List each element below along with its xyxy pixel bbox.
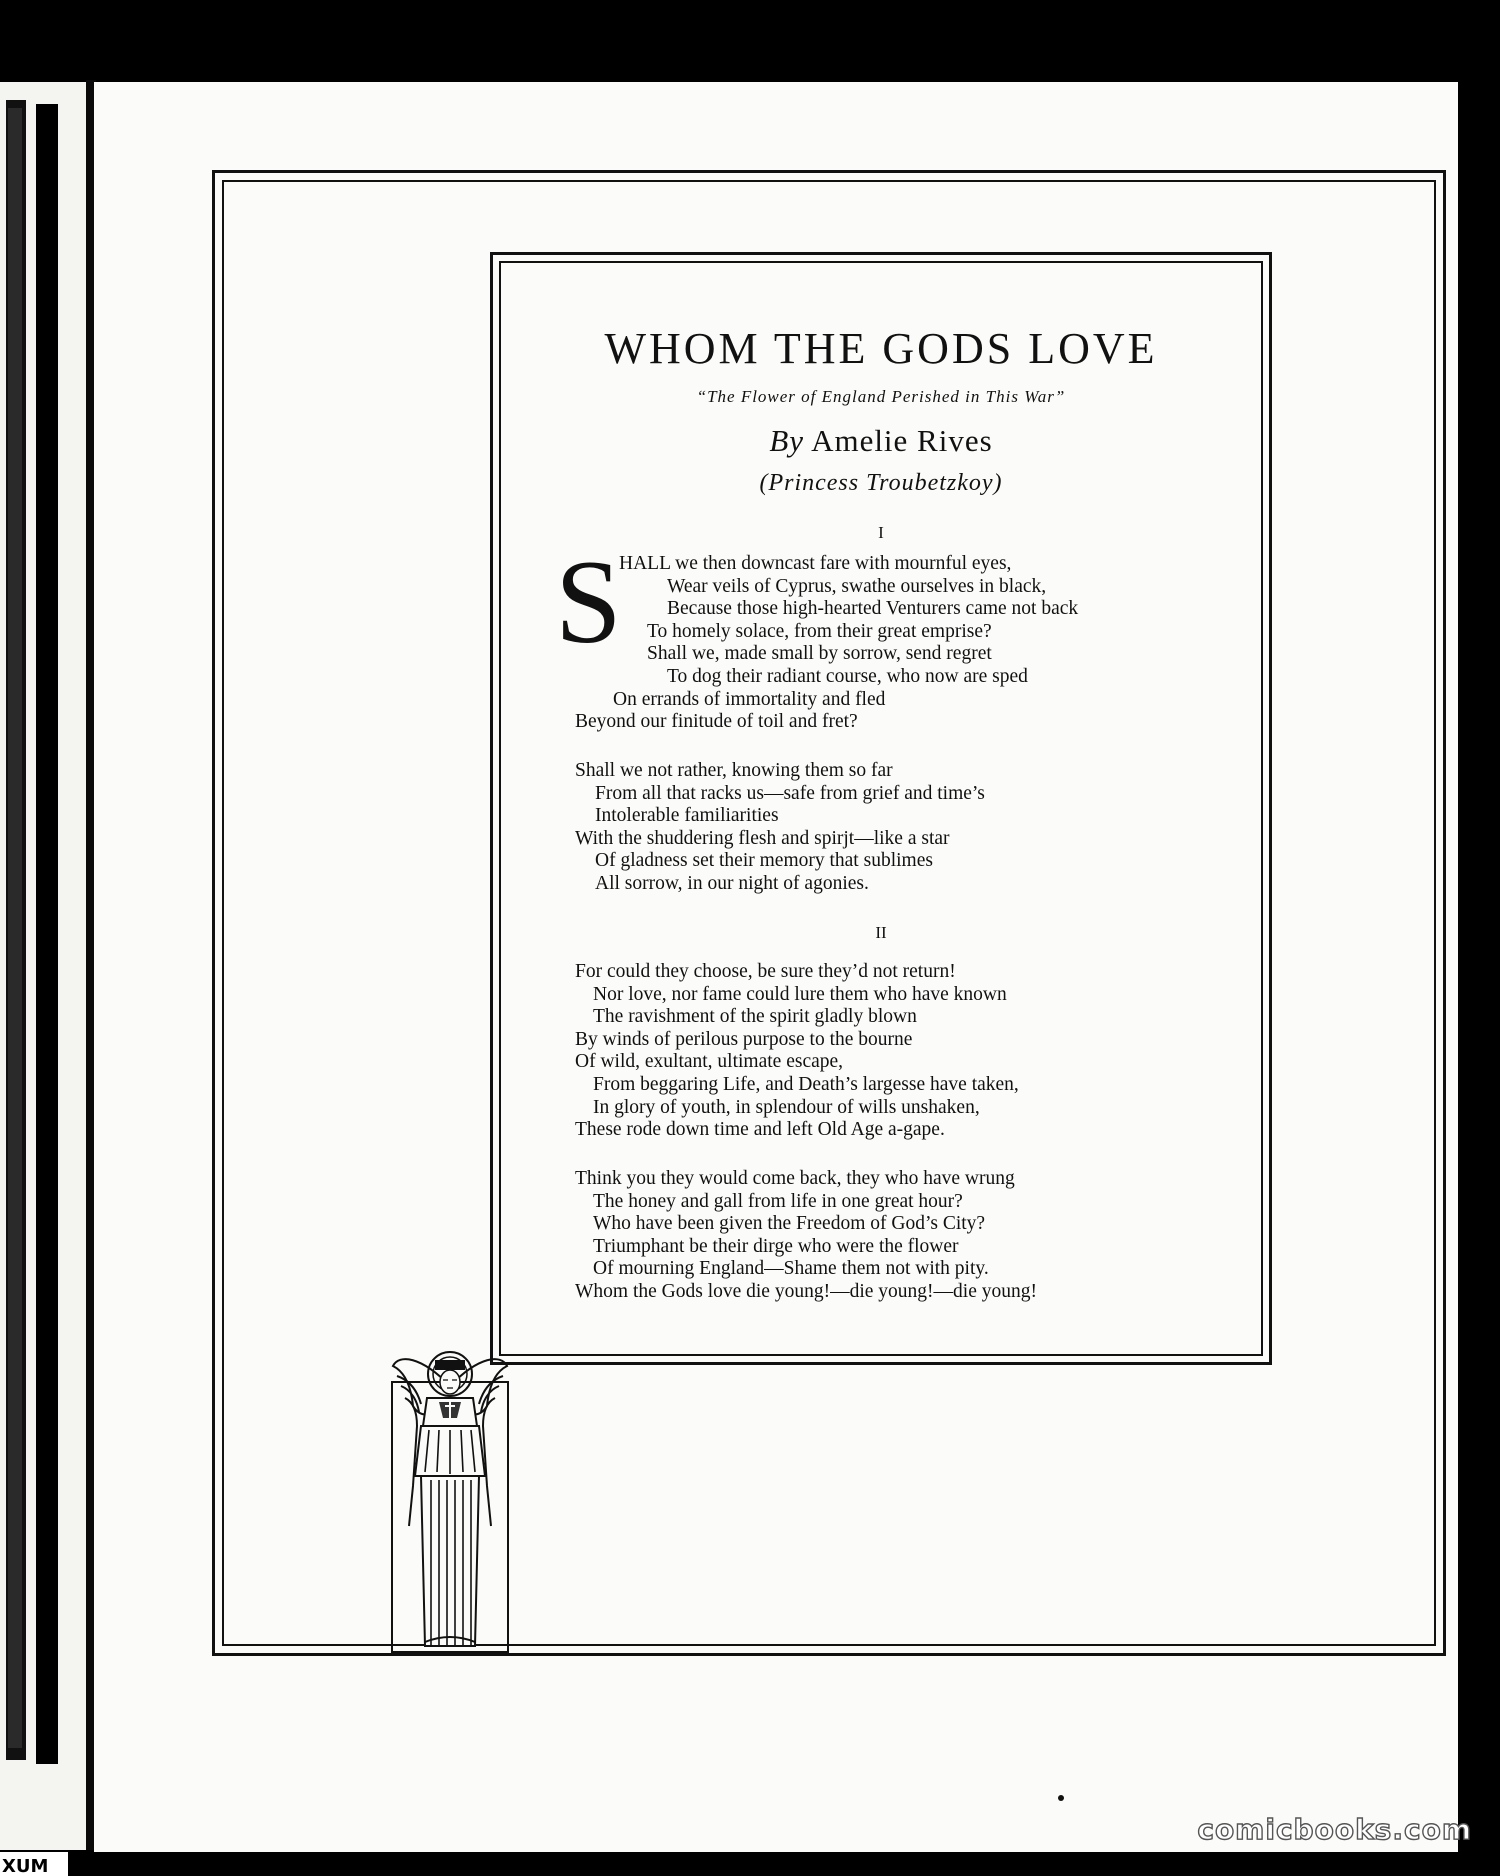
facing-page-edge (0, 82, 90, 1850)
author-alias: (Princess Troubetzkoy) (759, 470, 1003, 496)
poem-line: With the shuddering flesh and spirjt—like a star (575, 827, 950, 849)
corner-tag: XUM (0, 1852, 68, 1876)
poem-content (493, 255, 1269, 1362)
poem-line: On errands of immortality and fled (613, 688, 886, 710)
poem-line: From beggaring Life, and Death’s largesse have taken, (593, 1074, 1019, 1095)
drop-cap: S (555, 535, 622, 668)
poem-line: Shall we not rather, knowing them so far (575, 760, 893, 781)
poem-line: Who have been given the Freedom of God’s City? (593, 1213, 986, 1235)
poem-line: All sorrow, in our night of agonies. (595, 873, 869, 894)
poem-line: Of mourning England—Shame them not with pity. (593, 1258, 989, 1280)
poem-line: These rode down time and left Old Age a-gape. (575, 1119, 945, 1141)
magazine-page (94, 82, 1458, 1852)
poem-line: Because those high-hearted Venturers came not back (667, 598, 1079, 620)
poem-line: Wear veils of Cyprus, swathe ourselves in black, (667, 575, 1047, 597)
poem-line: Of wild, exultant, ultimate escape, (575, 1051, 844, 1073)
byline (493, 423, 1269, 459)
watermark: comicbooks.com (1197, 1813, 1472, 1846)
poem-line: Nor love, nor fame could lure them who have known (593, 983, 1007, 1005)
facing-page-border-inner (36, 104, 58, 1764)
section-number-2: II (875, 923, 887, 942)
poem-line: Of gladness set their memory that sublimes (595, 850, 933, 872)
poem-subtitle: “The Flower of England Perished in This War” (696, 387, 1066, 406)
poem-line: Triumphant be their dirge who were the flower (593, 1235, 959, 1257)
poem-line: To dog their radiant course, who now are sped (667, 666, 1028, 687)
poem-line: For could they choose, be sure they’d not return! (575, 961, 956, 982)
poem-line: Whom the Gods love die young!—die young!—die young! (575, 1281, 1037, 1302)
poem-line: Think you they would come back, they who have wrung (575, 1168, 1015, 1189)
poem-line: HALL we then downcast fare with mournful eyes, (619, 553, 1012, 574)
author-name: Amelie Rives (811, 423, 993, 458)
poem-line: The ravishment of the spirit gladly blown (593, 1006, 917, 1028)
poem-line: By winds of perilous purpose to the bourne (575, 1028, 913, 1050)
section-number-1: I (878, 523, 884, 542)
poem-line: Intolerable familiarities (595, 805, 779, 827)
poem-line: The honey and gall from life in one great hour? (593, 1190, 963, 1212)
poem-frame (490, 252, 1272, 1365)
angel-ornament-icon (391, 1346, 509, 1654)
poem-line: In glory of youth, in splendour of wills unshaken, (593, 1096, 980, 1118)
byline-prefix: By (769, 423, 805, 458)
poem-line: Beyond our finitude of toil and fret? (575, 711, 858, 733)
poem-line: To homely solace, from their great emprise? (647, 620, 992, 642)
poem-title: WHOM THE GODS LOVE (604, 324, 1158, 373)
poem-line: Shall we, made small by sorrow, send regret (647, 643, 992, 665)
poem-line: From all that racks us—safe from grief and time’s (595, 782, 985, 804)
